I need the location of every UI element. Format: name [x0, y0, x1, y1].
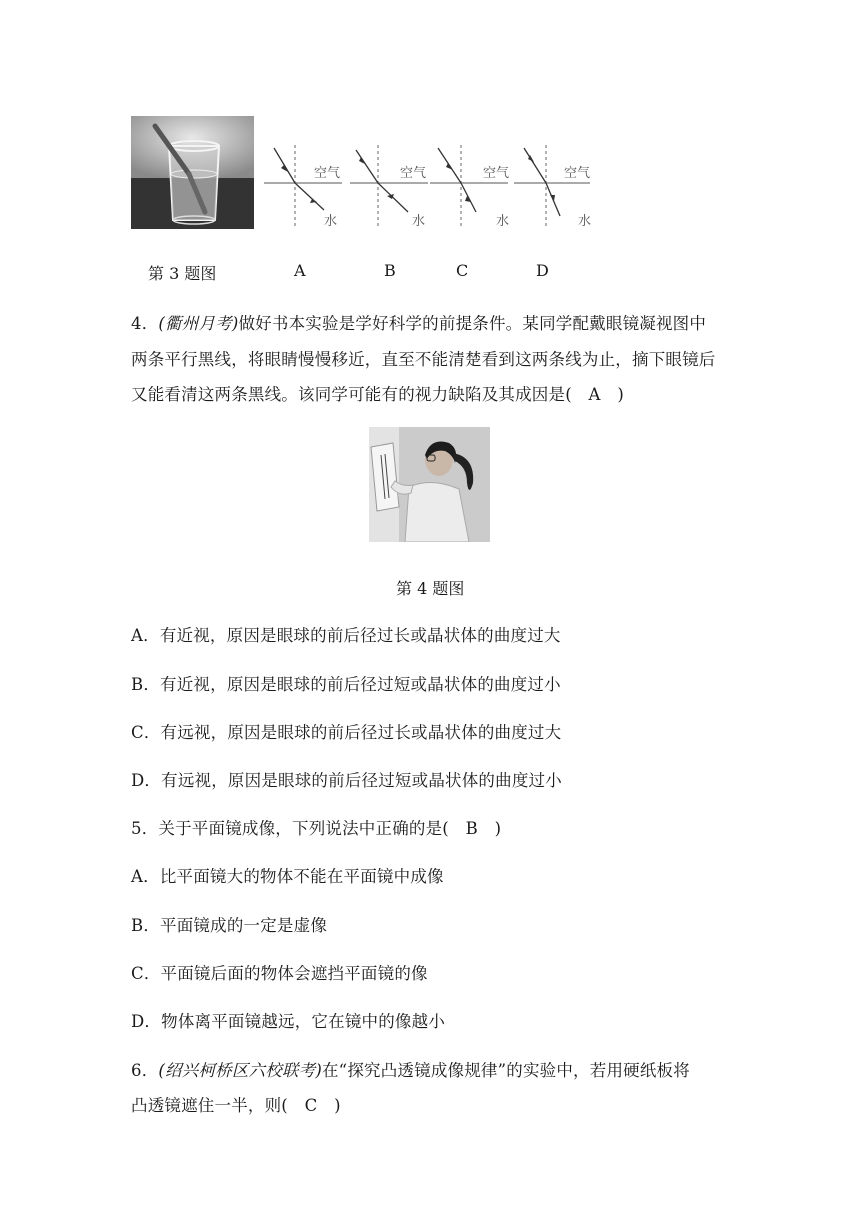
- figure3-label-a: A: [294, 261, 306, 280]
- air-label-c: 空气: [483, 166, 510, 181]
- water-label-b: 水: [412, 214, 426, 229]
- question-4-line-3: 又能看清这两条黑线。该同学可能有的视力缺陷及其成因是( A ): [131, 385, 624, 404]
- refraction-diagrams: [262, 140, 602, 232]
- question-6-text-1: 在“探究凸透镜成像规律”的实验中，若用硬纸板将: [321, 1061, 690, 1080]
- water-label-a: 水: [324, 214, 338, 229]
- figure4-caption: 第 4 题图: [396, 579, 465, 598]
- question-4-option-b: B．有近视，原因是眼球的前后径过短或晶状体的曲度过小: [131, 675, 561, 694]
- question-5-option-b: B．平面镜成的一定是虚像: [131, 916, 328, 935]
- diagram-d: [514, 145, 591, 229]
- pencil-in-glass-photo: [131, 116, 254, 229]
- water-label-c: 水: [496, 214, 510, 229]
- diagram-c: [430, 145, 509, 229]
- figure3-label-c: C: [456, 261, 469, 280]
- question-5-option-c: C．平面镜后面的物体会遮挡平面镜的像: [131, 964, 428, 983]
- student-with-glasses-photo: [369, 427, 490, 542]
- question-4-option-c: C．有远视，原因是眼球的前后径过长或晶状体的曲度过大: [131, 723, 562, 742]
- figure3-label-b: B: [384, 261, 396, 280]
- question-6-line-1: [131, 1057, 690, 1081]
- air-label-b: 空气: [400, 166, 427, 181]
- question-4-line-2: 两条平行黑线，将眼睛慢慢移近，直至不能清楚看到这两条线为止，摘下眼镜后: [131, 350, 716, 369]
- diagram-a: [264, 145, 342, 229]
- air-label-a: 空气: [314, 166, 341, 181]
- question-4-text-1: 做好书本实验是学好科学的前提条件。某同学配戴眼镜凝视图中: [238, 314, 707, 333]
- question-5-option-a: A．比平面镜大的物体不能在平面镜中成像: [131, 867, 444, 886]
- water-label-d: 水: [578, 214, 592, 229]
- question-6-line-2: 凸透镜遮住一半，则( C ): [131, 1096, 341, 1115]
- question-6-number: 6．: [131, 1061, 159, 1080]
- question-6-source: (绍兴柯桥区六校联考): [158, 1061, 322, 1080]
- question-4-line-1: [131, 310, 706, 334]
- question-5-stem: 5．关于平面镜成像，下列说法中正确的是( B ): [131, 819, 502, 838]
- question-5-option-d: D．物体离平面镜越远，它在镜中的像越小: [131, 1012, 446, 1031]
- air-label-d: 空气: [564, 166, 591, 181]
- question-4-option-a: A．有近视，原因是眼球的前后径过长或晶状体的曲度过大: [131, 626, 561, 645]
- diagram-b: [350, 145, 428, 229]
- figure3-caption: 第 3 题图: [148, 264, 217, 283]
- question-4-option-d: D．有远视，原因是眼球的前后径过短或晶状体的曲度过小: [131, 771, 562, 790]
- question-4-source: (衢州月考): [158, 314, 239, 333]
- figure3-label-d: D: [536, 261, 549, 280]
- question-4-number: 4．: [131, 314, 159, 333]
